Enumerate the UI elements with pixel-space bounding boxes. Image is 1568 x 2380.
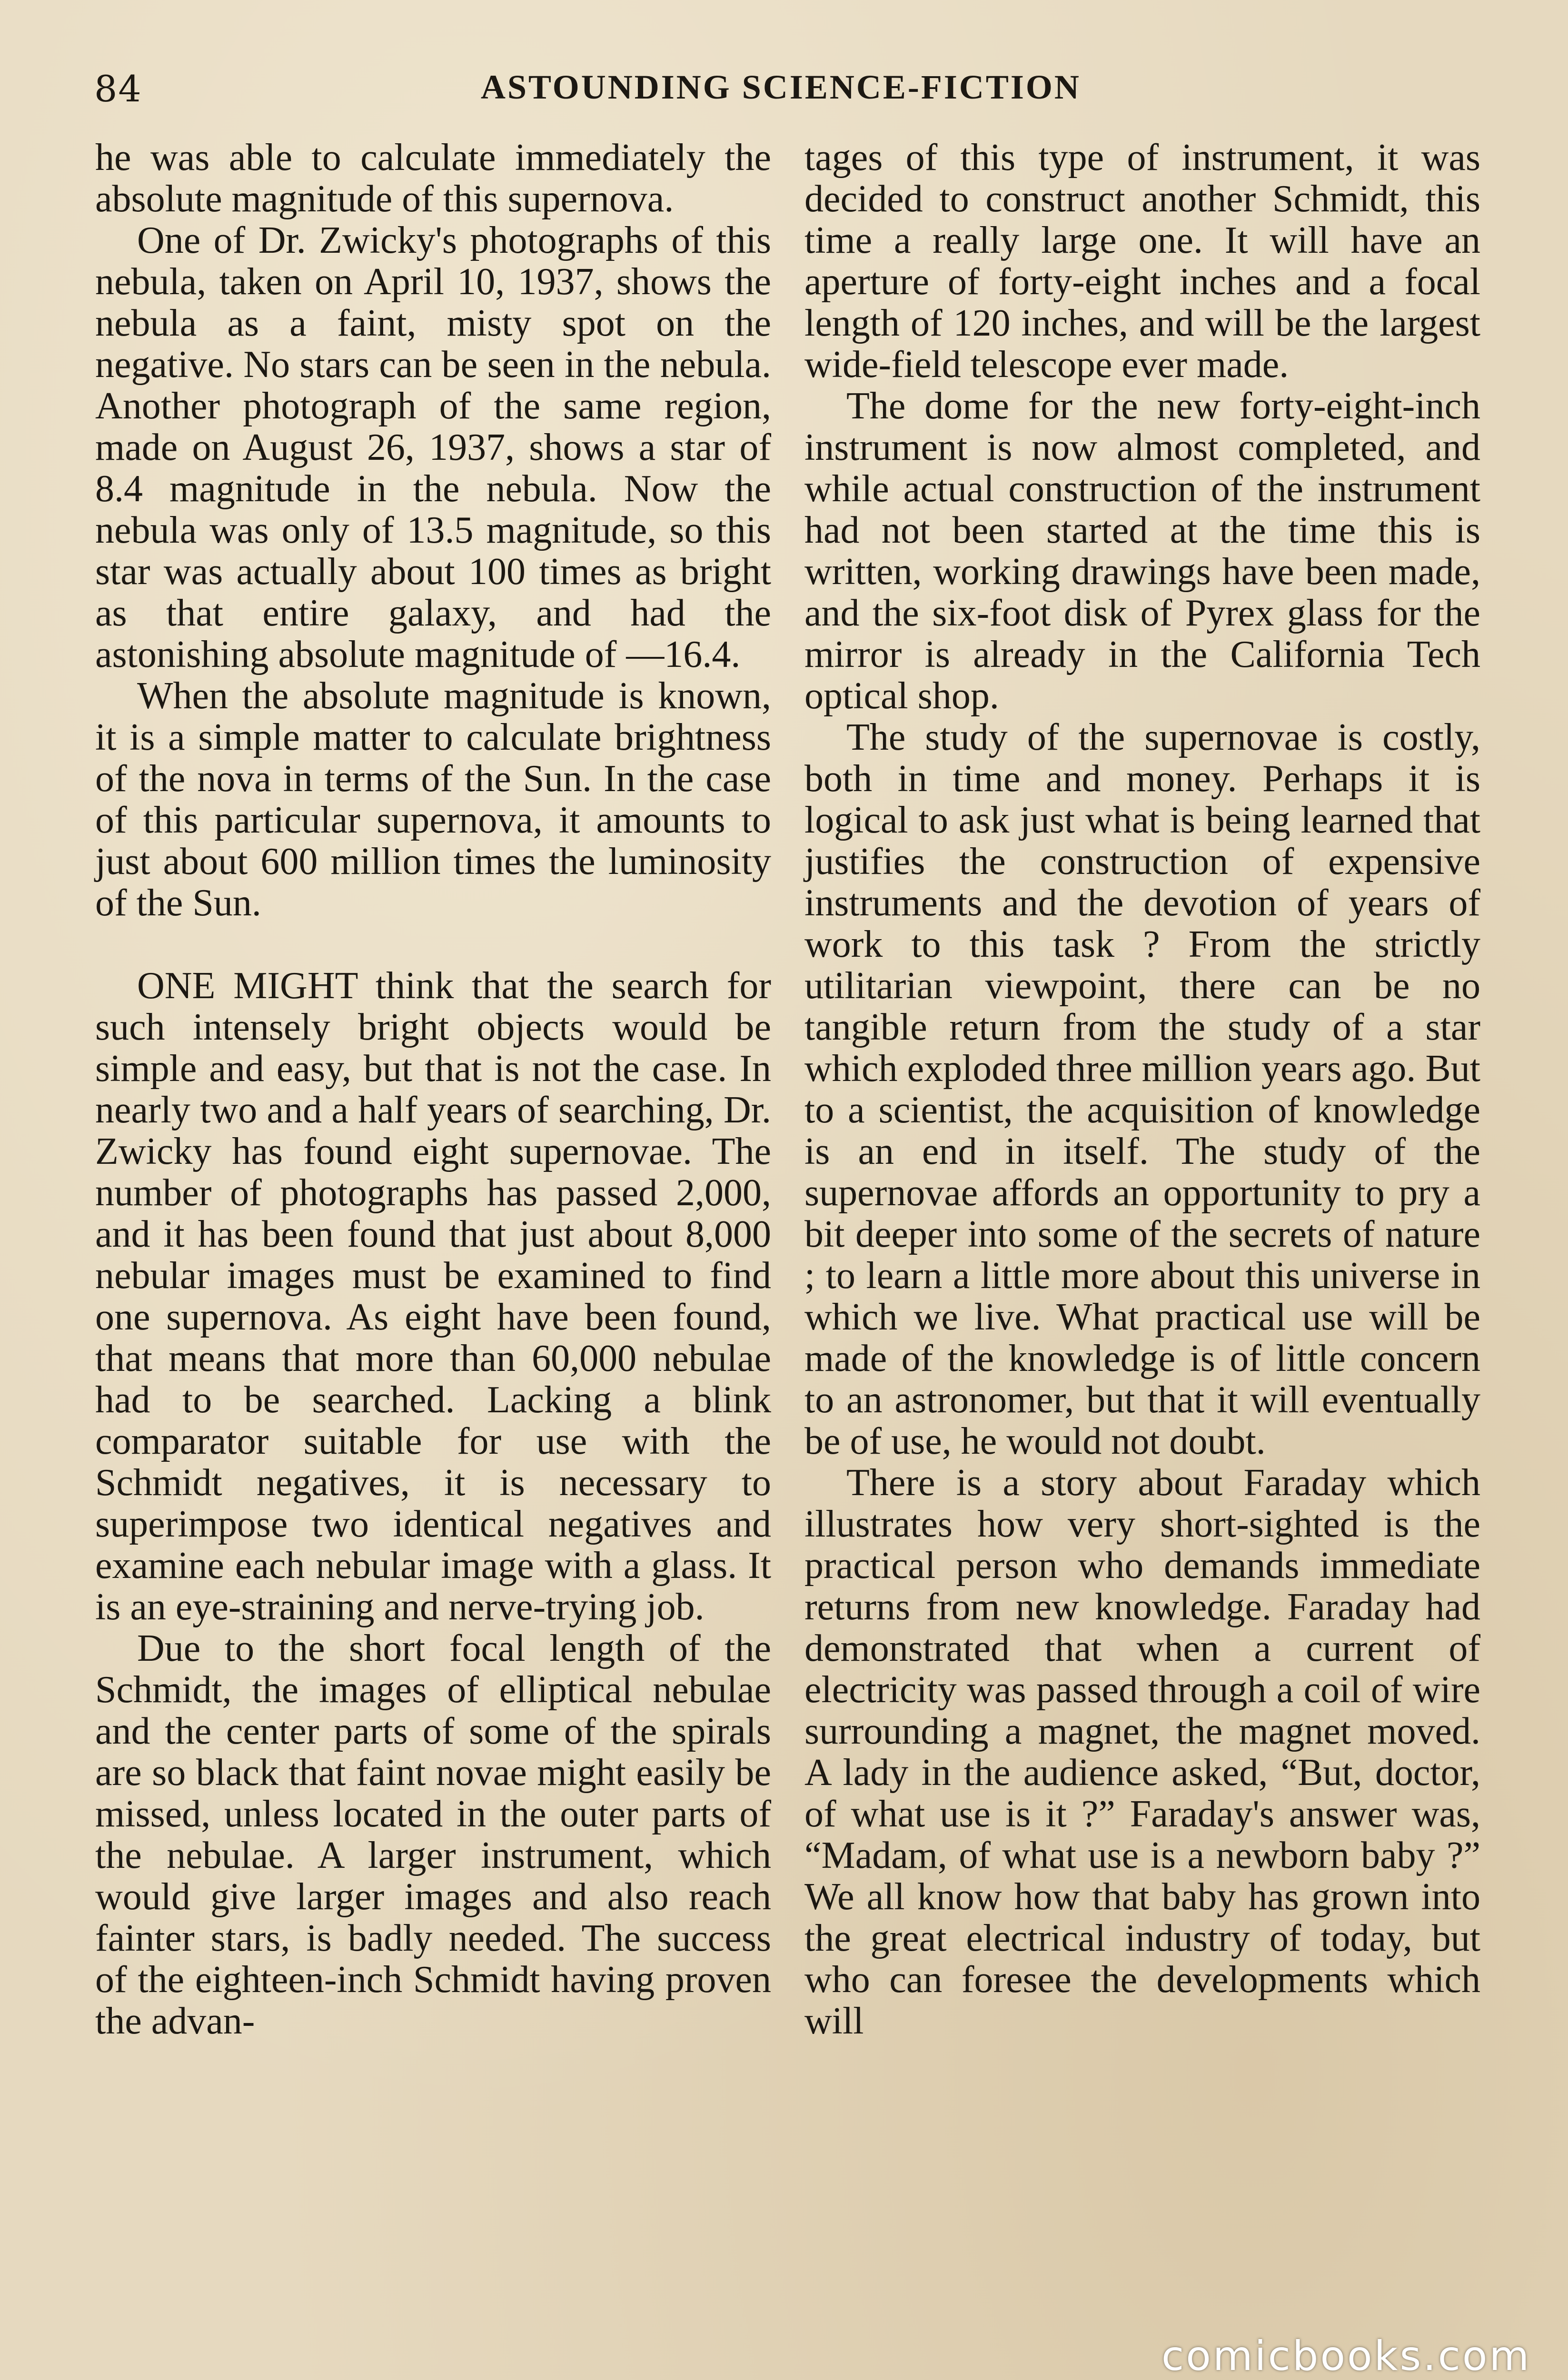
paragraph: There is a story about Faraday which illustrates how very short-sighted is the practical person who demands immediate returns from new knowledge. Faraday had demonstrated that when a current of electricity was passed through a coil of wire surrounding a magnet, the magnet moved. A lady in the audience asked, “But, doctor, of what use is it ?” Faraday's answer was, “Madam, of what use is a newborn baby ?” We all know how that baby has grown into the great electrical industry of today, but who can foresee the developments which will <box>804 1462 1480 2042</box>
paragraph: The dome for the new forty-eight-inch instrument is now almost completed, and while actual construction of the instrument had not been started at the time this is written, working drawings have been made, and the six-foot disk of Pyrex glass for the mirror is already in the California Tech optical shop. <box>804 385 1480 717</box>
left-column <box>95 137 771 2042</box>
paragraph: tages of this type of instrument, it was decided to construct another Schmidt, this time a really large one. It will have an aperture of forty-eight inches and a focal length of 120 inches, and will be the largest wide-field telescope ever made. <box>804 137 1480 386</box>
paragraph: When the absolute magnitude is known, it is a simple matter to calculate brightness of the nova in terms of the Sun. In the case of this particular supernova, it amounts to just about 600 million times the luminosity of the Sun. <box>95 675 771 924</box>
paragraph: he was able to calculate immediately the absolute magnitude of this supernova. <box>95 137 771 220</box>
right-column <box>804 137 1480 2042</box>
paragraph: One of Dr. Zwicky's photographs of this nebula, taken on April 10, 1937, shows the nebula as a faint, misty spot on the negative. No stars can be seen in the nebula. Another photograph of the same region, made on August 26, 1937, shows a star of 8.4 magnitude in the nebula. Now the nebula was only of 13.5 magnitude, so this star was actually about 100 times as bright as that entire galaxy, and had the astonishing absolute magnitude of —16.4. <box>95 219 771 675</box>
paragraph: The study of the supernovae is costly, both in time and money. Perhaps it is logical to ask just what is being learned that justifies the construction of expensive instruments and the devotion of years of work to this task ? From the strictly utilitarian viewpoint, there can be no tangible return from the study of a star which exploded three million years ago. But to a scientist, the acquisition of knowledge is an end in itself. The study of the supernovae affords an opportunity to pry a bit deeper into some of the secrets of nature ; to learn a little more about this universe in which we live. What practical use will be made of the knowledge is of little concern to an astronomer, but that it will eventually be of use, he would not doubt. <box>804 716 1480 1462</box>
journal-title: ASTOUNDING SCIENCE-FICTION <box>481 68 1081 106</box>
running-head <box>0 62 1568 114</box>
section-paragraph: ONE MIGHT think that the search for such intensely bright objects would be simple and easy, but that is not the case. In nearly two and a half years of searching, Dr. Zwicky has found eight supernovae. The number of photographs has passed 2,000, and it has been found that just about 8,000 nebular images must be examined to find one supernova. As eight have been found, that means that more than 60,000 nebulae had to be searched. Lacking a blink comparator suitable for use with the Schmidt negatives, it is necessary to superimpose two identical negatives and examine each nebular image with a glass. It is an eye-straining and nerve-trying job. <box>95 965 771 1628</box>
watermark: comicbooks.com <box>1161 2332 1531 2380</box>
paragraph: Due to the short focal length of the Schmidt, the images of elliptical nebulae and the center parts of some of the spirals are so black that faint novae might easily be missed, unless located in the outer parts of the nebulae. A larger instrument, which would give larger images and also reach fainter stars, is badly needed. The success of the eighteen-inch Schmidt having proven the advan- <box>95 1627 771 2042</box>
page-number: 84 <box>94 68 142 110</box>
